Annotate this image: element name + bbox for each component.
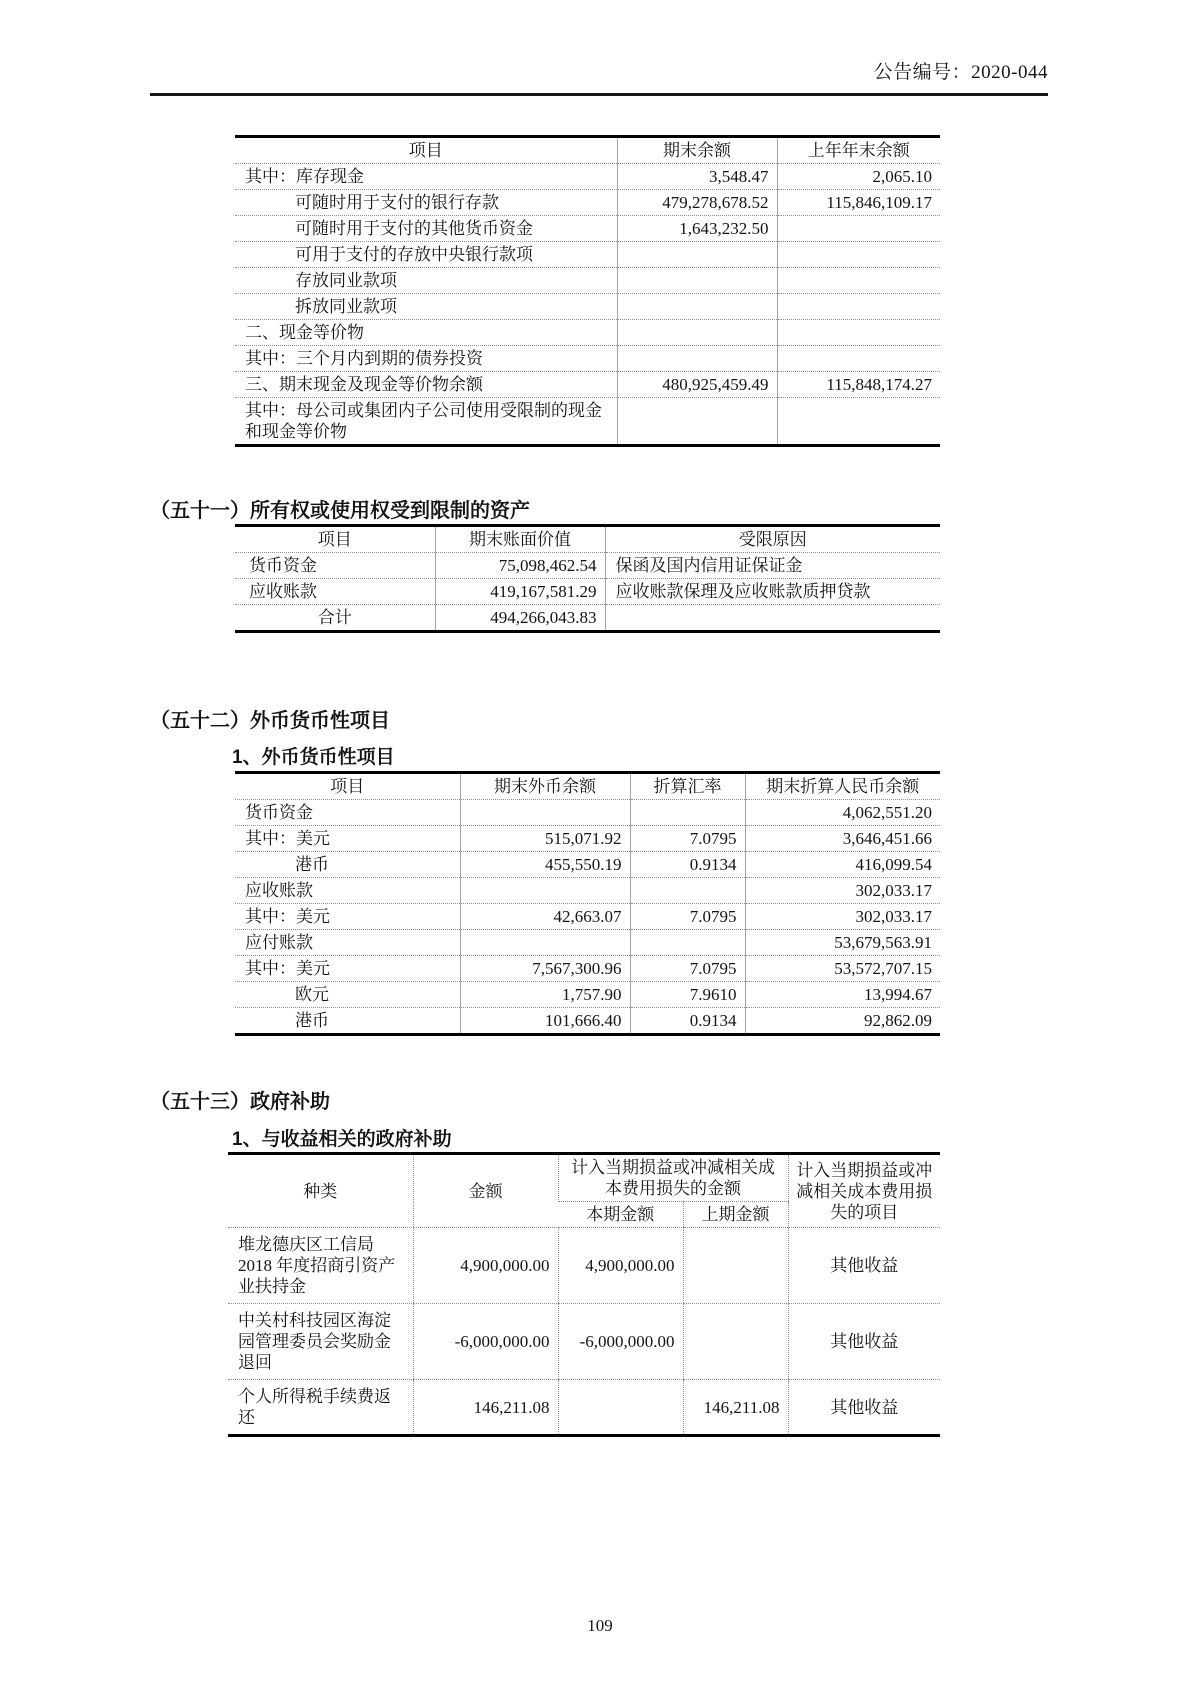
col-rmb-balance: 期末折算人民币余额 [745,773,940,800]
cell-item: 应收账款 [235,878,460,904]
cell-fx: 1,757.90 [460,982,630,1008]
cell-prior [777,242,940,268]
cell-item: 货币资金 [235,553,435,579]
cell-fx [460,878,630,904]
cell-prior [777,320,940,346]
restricted-assets-table [235,524,940,633]
cell-ending: 480,925,459.49 [617,372,777,398]
cell-prior [777,216,940,242]
table-row [235,164,940,190]
cell-rmb: 53,572,707.15 [745,956,940,982]
foreign-currency-table [235,771,940,1036]
cell-fx: 455,550.19 [460,852,630,878]
cell-rmb: 416,099.54 [745,852,940,878]
cell-prior: 115,848,174.27 [777,372,940,398]
cell-item: 存放同业款项 [235,268,617,294]
cell-ending [617,398,777,446]
cell-current: 4,900,000.00 [558,1228,683,1304]
cell-reason [605,605,940,632]
cell-reason: 保函及国内信用证保证金 [605,553,940,579]
cell-rate [630,800,745,826]
table-row [235,242,940,268]
table-row [235,852,940,878]
government-grants-table [228,1152,940,1437]
cell-rate: 7.0795 [630,956,745,982]
cell-rate [630,878,745,904]
cell-ending [617,268,777,294]
cell-item: 拆放同业款项 [235,294,617,320]
cell-ending [617,294,777,320]
cell-rate [630,930,745,956]
cell-reason: 应收账款保理及应收账款质押贷款 [605,579,940,605]
table-row [235,878,940,904]
cell-item: 货币资金 [235,800,460,826]
table-row [228,1228,940,1304]
section-51-title: （五十一）所有权或使用权受到限制的资产 [150,500,530,522]
table-header-row [228,1154,940,1202]
cell-rmb: 4,062,551.20 [745,800,940,826]
cell-item: 其中：美元 [235,904,460,930]
col-current-period: 本期金额 [558,1202,683,1228]
table-row [235,579,940,605]
cell-rmb: 53,679,563.91 [745,930,940,956]
table-row [235,800,940,826]
table-row [235,904,940,930]
col-amount: 金额 [413,1154,558,1228]
table-row [235,553,940,579]
section-52-subtitle: 1、外币货币性项目 [232,747,395,768]
section-53-subtitle: 1、与收益相关的政府补助 [232,1129,452,1150]
cell-fx: 42,663.07 [460,904,630,930]
cell-prior [777,268,940,294]
header-rule [150,93,1048,96]
col-prior-year-balance: 上年年末余额 [777,137,940,164]
cell-pl-item: 其他收益 [788,1228,940,1304]
cell-amount: 4,900,000.00 [413,1228,558,1304]
cell-ending: 479,278,678.52 [617,190,777,216]
notice-number: 公告编号：2020-044 [873,62,1048,83]
cell-ending [617,346,777,372]
cell-item: 欧元 [235,982,460,1008]
cell-item: 可随时用于支付的银行存款 [235,190,617,216]
table-row [235,398,940,446]
cell-ending [617,242,777,268]
table-row [235,190,940,216]
table-header-row [235,773,940,800]
table-row [235,930,940,956]
cell-prior [777,398,940,446]
page-number: 109 [587,1616,613,1635]
table-header-row [235,526,940,553]
table-row [235,372,940,398]
cell-item: 港币 [295,1011,329,1030]
cell-item: 可用于支付的存放中央银行款项 [235,242,617,268]
table-row [235,294,940,320]
cell-ending: 1,643,232.50 [617,216,777,242]
cell-pl-item: 其他收益 [788,1380,940,1436]
section-53-title: （五十三）政府补助 [150,1091,330,1113]
cash-and-equivalents-table [235,135,940,447]
cell-item: 其中：库存现金 [235,164,617,190]
cell-item: 二、现金等价物 [235,320,617,346]
col-item: 项目 [235,526,435,553]
cell-item: 其中：母公司或集团内子公司使用受限制的现金和现金等价物 [245,401,602,441]
table-row [228,1380,940,1436]
cell-prior [777,346,940,372]
cell-fx [460,800,630,826]
table-header-row [235,137,940,164]
col-book-value: 期末账面价值 [435,526,605,553]
cell-rmb: 92,862.09 [745,1008,940,1035]
cell-value: 75,098,462.54 [435,553,605,579]
cell-rmb: 302,033.17 [745,878,940,904]
cell-rate: 7.9610 [630,982,745,1008]
cell-prior [683,1304,788,1380]
cell-category: 个人所得税手续费返还 [238,1387,391,1427]
cell-total-value: 494,266,043.83 [435,605,605,632]
cell-amount: 146,211.08 [413,1380,558,1436]
table-row [235,956,940,982]
cell-current: -6,000,000.00 [558,1304,683,1380]
cell-prior: 2,065.10 [777,164,940,190]
col-pl-item: 计入当期损益或冲减相关成本费用损失的项目 [788,1154,940,1228]
cell-category: 中关村科技园区海淀园管理委员会奖励金退回 [228,1304,413,1380]
col-category: 种类 [228,1154,413,1228]
table-row [235,346,940,372]
cell-item: 其中：美元 [235,956,460,982]
table-row [235,1008,940,1035]
cell-item: 应收账款 [235,579,435,605]
cell-item: 港币 [235,852,460,878]
col-ending-balance: 期末余额 [617,137,777,164]
cell-rate: 7.0795 [630,904,745,930]
section-52-title: （五十二）外币货币性项目 [150,710,390,732]
cell-prior [683,1228,788,1304]
cell-prior: 115,846,109.17 [777,190,940,216]
cell-current [558,1380,683,1436]
table-row [235,216,940,242]
cell-category: 堆龙德庆区工信局2018 年度招商引资产业扶持金 [228,1228,413,1304]
cell-fx: 7,567,300.96 [460,956,630,982]
cell-item: 三、期末现金及现金等价物余额 [235,372,617,398]
table-row [228,1304,940,1380]
col-fx-balance: 期末外币余额 [460,773,630,800]
cell-rate: 7.0795 [630,826,745,852]
table-row [235,320,940,346]
cell-fx: 515,071.92 [460,826,630,852]
cell-rmb: 13,994.67 [745,982,940,1008]
cell-value: 419,167,581.29 [435,579,605,605]
cell-ending [617,320,777,346]
cell-prior: 146,211.08 [683,1380,788,1436]
cell-item: 其中：美元 [235,826,460,852]
cell-amount: -6,000,000.00 [413,1304,558,1380]
col-restriction-reason: 受限原因 [605,526,940,553]
table-row [235,268,940,294]
cell-rate: 0.9134 [630,852,745,878]
table-row [235,605,940,632]
table-row [235,826,940,852]
cell-ending: 3,548.47 [617,164,777,190]
col-exchange-rate: 折算汇率 [630,773,745,800]
col-group-pl-amount: 计入当期损益或冲减相关成本费用损失的金额 [558,1154,788,1202]
cell-prior [777,294,940,320]
cell-pl-item: 其他收益 [788,1304,940,1380]
cell-item: 可随时用于支付的其他货币资金 [235,216,617,242]
cell-fx: 101,666.40 [460,1008,630,1035]
cell-total-label: 合计 [317,608,352,627]
col-item: 项目 [235,137,617,164]
cell-rmb: 3,646,451.66 [745,826,940,852]
cell-rate: 0.9134 [630,1008,745,1035]
cell-item: 其中：三个月内到期的债券投资 [235,346,617,372]
col-prior-period: 上期金额 [683,1202,788,1228]
cell-rmb: 302,033.17 [745,904,940,930]
cell-fx [460,930,630,956]
col-item: 项目 [235,773,460,800]
cell-item: 应付账款 [235,930,460,956]
table-row [235,982,940,1008]
